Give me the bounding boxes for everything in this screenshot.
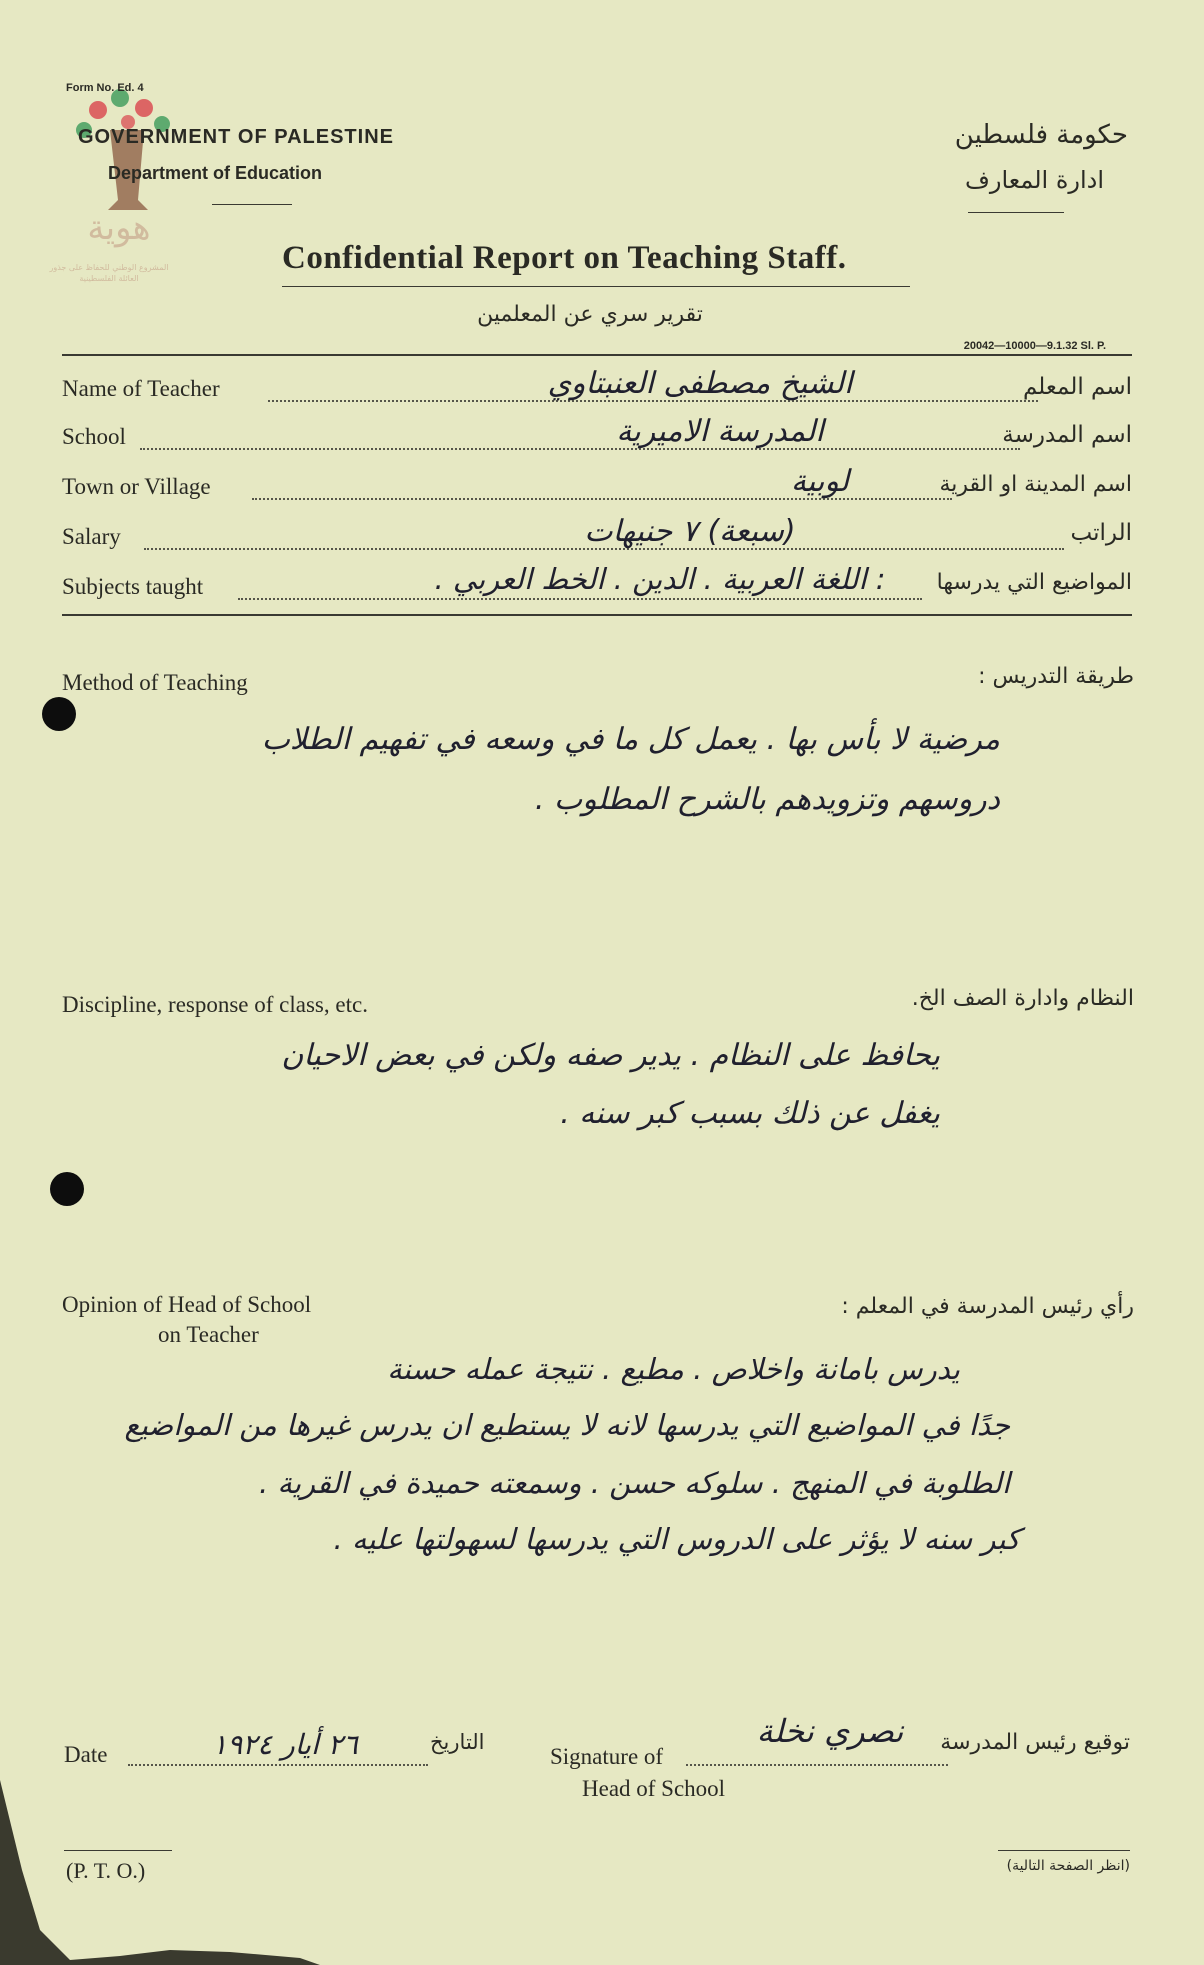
section-label-2: on Teacher <box>158 1322 259 1347</box>
section-text-line: يحافظ على النظام . يدير صفه ولكن في بعض الاحيان <box>281 1038 940 1073</box>
fields-top-rule <box>62 354 1132 356</box>
binder-hole <box>42 697 76 731</box>
signature-dotted-line <box>686 1764 948 1766</box>
binder-hole <box>50 1172 84 1206</box>
signature-label-2: Head of School <box>582 1776 726 1801</box>
field-label: Town or Village <box>62 474 211 499</box>
section-label: Discipline, response of class, etc. <box>62 992 368 1017</box>
section-label-ar: النظام وادارة الصف الخ. <box>911 986 1134 1011</box>
date-value: ٢٦ أيار ١٩٢٤ <box>212 1728 358 1761</box>
field-label: School <box>62 424 126 449</box>
field-label-ar: المواضيع التي يدرسها <box>936 570 1132 595</box>
section-text-line: يدرس بامانة واخلاص . مطيع . نتيجة عمله حسنة <box>387 1352 960 1386</box>
field-dotted-line <box>238 598 922 600</box>
field-label: Name of Teacher <box>62 376 220 401</box>
field-value: : اللغة العربية . الدين . الخط العربي . <box>434 562 886 596</box>
government-title-ar: حكومة فلسطين <box>954 120 1128 150</box>
field-value: لوبية <box>790 464 850 499</box>
field-label-ar: الراتب <box>1070 520 1132 546</box>
department-title: Department of Education <box>108 163 323 183</box>
watermark-subtext: المشروع الوطني للحفاظ على جذور العائلة الفلسطينية <box>49 263 169 283</box>
pto-label: (P. T. O.) <box>66 1858 146 1883</box>
field-label-ar: اسم المدينة او القرية <box>939 472 1132 497</box>
watermark-text: هوية <box>87 208 151 248</box>
section-label-ar: رأي رئيس المدرسة في المعلم : <box>841 1294 1134 1319</box>
section-text-line: يغفل عن ذلك بسبب كبر سنه . <box>560 1096 940 1131</box>
signature-label-ar: توقيع رئيس المدرسة <box>940 1730 1130 1755</box>
signature-value: نصري نخلة <box>756 1712 904 1750</box>
field-label: Subjects taught <box>62 574 204 599</box>
section-label-ar: طريقة التدريس : <box>978 664 1134 689</box>
department-title-ar: ادارة المعارف <box>964 166 1104 194</box>
date-label: Date <box>64 1742 108 1767</box>
field-label-ar: اسم المدرسة <box>1002 422 1132 448</box>
field-value: المدرسة الاميرية <box>616 414 824 449</box>
field-label-ar: اسم المعلم <box>1023 374 1132 400</box>
fields-bottom-rule <box>62 614 1132 616</box>
date-label-ar: التاريخ <box>430 1730 485 1754</box>
field-value: (سبعة) ٧ جنيهات <box>584 514 796 549</box>
form-number: Form No. Ed. 4 <box>66 82 144 94</box>
section-label: Opinion of Head of School <box>62 1292 312 1317</box>
report-title: Confidential Report on Teaching Staff. <box>282 240 847 276</box>
date-dotted-line <box>128 1764 428 1766</box>
government-title: GOVERNMENT OF PALESTINE <box>78 126 394 148</box>
section-text-line: دروسهم وتزويدهم بالشرح المطلوب . <box>534 782 1000 817</box>
title-underline <box>282 286 910 287</box>
field-value: الشيخ مصطفى العنبتاوي <box>547 366 853 401</box>
pto-rule-ar <box>998 1850 1130 1851</box>
report-title-ar: تقرير سري عن المعلمين <box>477 302 703 327</box>
header-rule <box>212 204 292 205</box>
section-text-line: مرضية لا بأس بها . يعمل كل ما في وسعه في تفهيم الطلاب <box>261 722 1000 757</box>
print-code: 20042—10000—9.1.32 Sl. P. <box>963 340 1106 352</box>
section-label: Method of Teaching <box>62 670 248 695</box>
pto-label-ar: (انظر الصفحة التالية) <box>1006 1858 1130 1874</box>
section-text-line: جدًا في المواضيع التي يدرسها لانه لا يستطيع ان يدرس غيرها من المواضيع <box>124 1408 1010 1442</box>
signature-label: Signature of <box>550 1744 664 1769</box>
section-text-line: كبر سنه لا يؤثر على الدروس التي يدرسها لسهولتها عليه . <box>333 1522 1020 1556</box>
torn-corner-shape <box>0 1780 320 1965</box>
header-rule-ar <box>968 212 1064 213</box>
field-label: Salary <box>62 524 121 549</box>
section-text-line: الطلوبة في المنهج . سلوكه حسن . وسمعته حميدة في القرية . <box>258 1466 1010 1500</box>
